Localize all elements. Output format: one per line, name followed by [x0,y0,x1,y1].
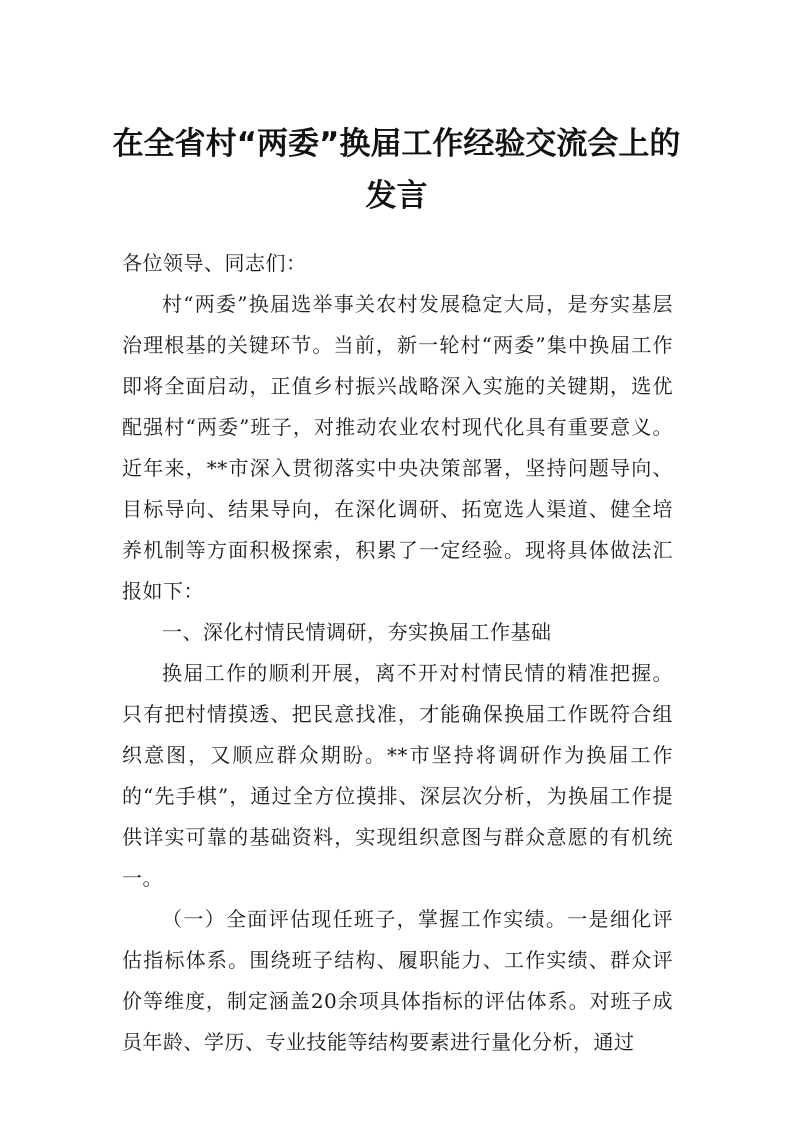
salutation: 各位领导、同志们： [122,251,307,275]
body-paragraph-subsection-1: （一）全面评估现任班子，掌握工作实绩。一是细化评估指标体系。围绕班子结构、履职能力、工作实绩、群众评价等维度，制定涵盖20余项具体指标的评估体系。对班子成员年龄、学历、专业技能等结构要素进行量化分析，通过 [122,907,673,1054]
body-paragraph-section-1: 换届工作的顺利开展，离不开对村情民情的精准把握。只有把村情摸透、把民意找准，才能确保换届工作既符合组织意图，又顺应群众期盼。**市坚持将调研作为换届工作的“先手棋”，通过全方位摸排、深层次分析，为换届工作提供详实可靠的基础资料，实现组织意图与群众意愿的有机统一。 [122,661,673,890]
section-heading-1: 一、深化村情民情调研，夯实换届工作基础 [162,620,552,644]
body-paragraph-intro: 村“两委”换届选举事关农村发展稳定大局，是夯实基层治理根基的关键环节。当前，新一轮村“两委”集中换届工作即将全面启动，正值乡村振兴战略深入实施的关键期，选优配强村“两委”班子，对推动农业农村现代化具有重要意义。近年来，**市深入贯彻落实中央决策部署，坚持问题导向、目标导向、结果导向，在深化调研、拓宽选人渠道、健全培养机制等方面积极探索，积累了一定经验。现将具体做法汇报如下： [122,292,673,603]
document-title: 在全省村“两委”换届工作经验交流会上的发言 [112,126,681,214]
document-body [122,243,673,1063]
